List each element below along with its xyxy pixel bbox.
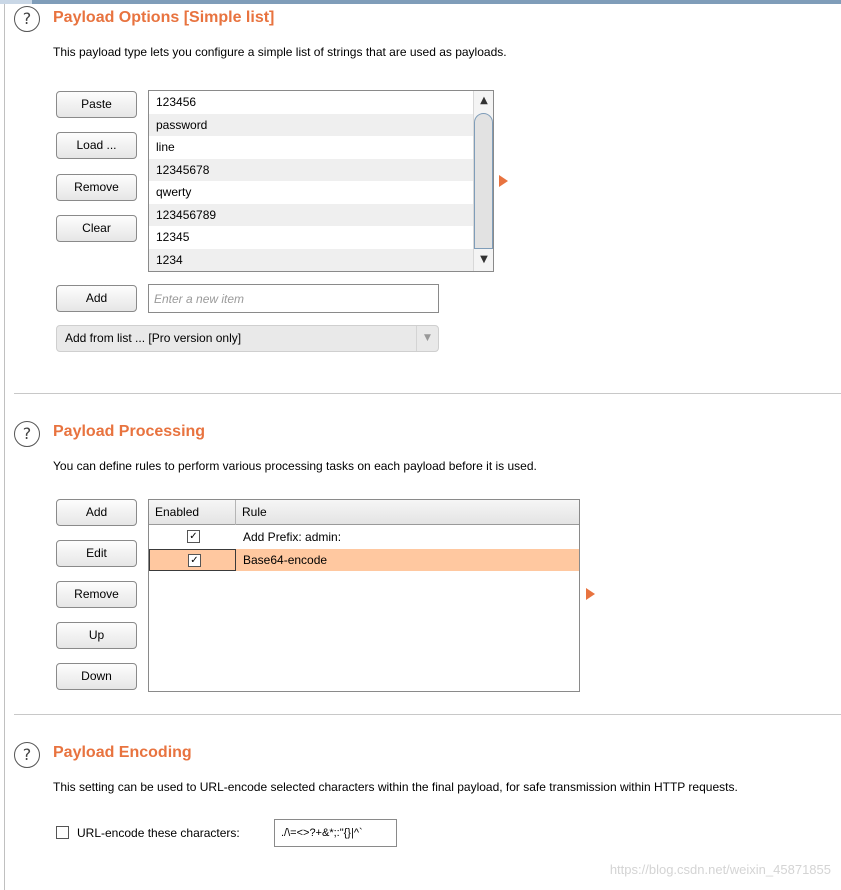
payload-options-title: Payload Options [Simple list] (53, 9, 275, 26)
expand-arrow-icon[interactable] (499, 175, 508, 187)
list-item[interactable]: qwerty (156, 185, 192, 199)
payload-encoding-description: This setting can be used to URL-encode selected characters within the final payload, for safe transmission within HTTP requests. (53, 780, 738, 794)
scroll-up-icon[interactable]: ▲ (480, 95, 488, 106)
new-item-input[interactable] (148, 284, 439, 313)
list-item[interactable]: 123456 (156, 95, 197, 109)
watermark-text: https://blog.csdn.net/weixin_45871855 (609, 862, 831, 877)
payload-encoding-help-icon[interactable]: ? (14, 742, 40, 768)
payload-processing-description: You can define rules to perform various processing tasks on each payload before it is used. (53, 459, 537, 473)
add-rule-button[interactable]: Add (56, 499, 137, 526)
expand-arrow-icon[interactable] (586, 588, 595, 600)
section-divider (14, 714, 841, 715)
rules-table-header (149, 500, 579, 525)
list-item[interactable]: password (149, 114, 473, 137)
rule-enabled-checkbox[interactable]: ✓ (187, 530, 200, 543)
remove-rule-button[interactable]: Remove (56, 581, 137, 608)
edit-rule-button[interactable]: Edit (56, 540, 137, 567)
url-encode-label: URL-encode these characters: (77, 826, 240, 840)
list-item[interactable]: line (156, 140, 175, 154)
scroll-thumb[interactable] (474, 113, 493, 249)
panel-left-border (4, 4, 5, 890)
payload-processing-help-icon[interactable]: ? (14, 421, 40, 447)
clear-button[interactable]: Clear (56, 215, 137, 242)
rule-enabled-checkbox[interactable]: ✓ (188, 554, 201, 567)
list-item[interactable]: 12345678 (149, 159, 473, 182)
window-top-border (0, 0, 841, 4)
table-row[interactable] (149, 526, 579, 548)
add-from-list-label: Add from list ... [Pro version only] (65, 331, 242, 345)
rule-name: Base64-encode (243, 553, 328, 567)
url-encode-characters-input[interactable] (274, 819, 397, 847)
add-from-list-dropdown[interactable] (56, 325, 439, 352)
rules-table[interactable] (148, 499, 580, 692)
move-down-button[interactable]: Down (56, 663, 137, 690)
payload-options-description: This payload type lets you configure a simple list of strings that are used as payloads. (53, 45, 507, 59)
section-divider (14, 393, 841, 394)
payload-list-scrollbar[interactable] (473, 91, 493, 271)
table-row[interactable] (149, 549, 579, 571)
payload-list[interactable] (148, 90, 494, 272)
list-item[interactable]: 123456789 (149, 204, 473, 227)
scroll-down-icon[interactable]: ▼ (480, 254, 488, 265)
list-item[interactable]: 1234 (149, 249, 473, 272)
column-header-rule[interactable]: Rule (242, 505, 267, 519)
payload-encoding-title: Payload Encoding (53, 744, 192, 761)
rule-name: Add Prefix: admin: (243, 530, 342, 544)
add-item-button[interactable]: Add (56, 285, 137, 312)
url-encode-checkbox[interactable] (56, 826, 69, 839)
list-item[interactable]: 12345 (156, 230, 190, 244)
dropdown-caret-icon: ▼ (416, 326, 438, 351)
remove-item-button[interactable]: Remove (56, 174, 137, 201)
payload-options-help-icon[interactable]: ? (14, 6, 40, 32)
column-header-enabled[interactable]: Enabled (149, 500, 236, 525)
move-up-button[interactable]: Up (56, 622, 137, 649)
load-button[interactable]: Load ... (56, 132, 137, 159)
paste-button[interactable]: Paste (56, 91, 137, 118)
payload-processing-title: Payload Processing (53, 423, 206, 440)
